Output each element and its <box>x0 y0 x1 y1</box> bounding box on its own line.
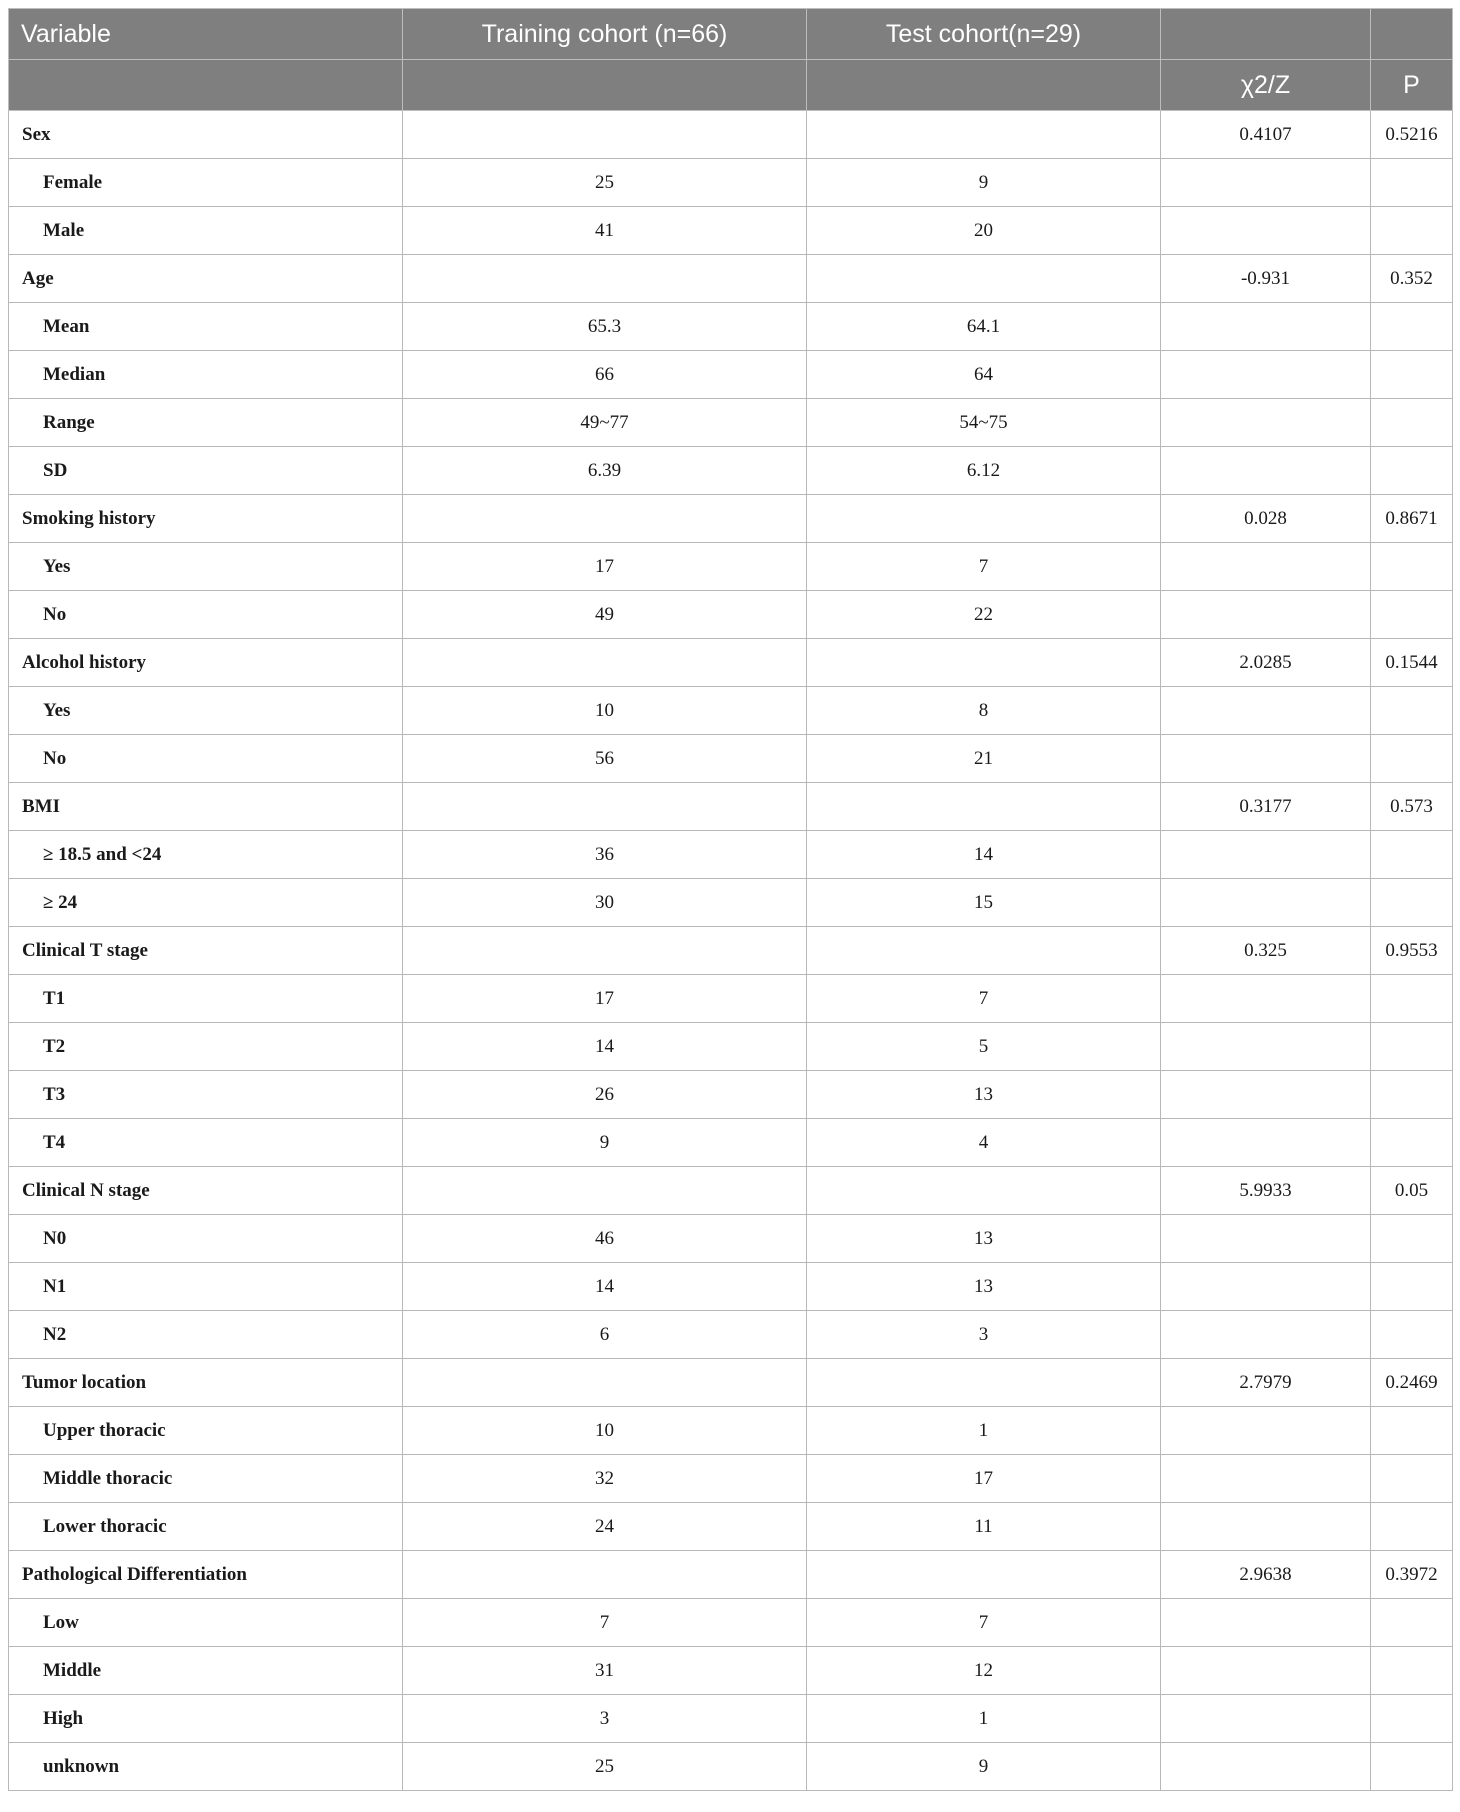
p-value-cell <box>1371 1503 1453 1551</box>
test-cohort-cell: 3 <box>807 1311 1161 1359</box>
statistic-cell <box>1161 1599 1371 1647</box>
test-cohort-cell <box>807 495 1161 543</box>
training-cohort-cell: 65.3 <box>403 303 807 351</box>
test-cohort-cell: 4 <box>807 1119 1161 1167</box>
table-row <box>9 1695 1453 1743</box>
statistic-cell: 0.4107 <box>1161 111 1371 159</box>
test-cohort-cell: 20 <box>807 207 1161 255</box>
test-cohort-cell: 13 <box>807 1071 1161 1119</box>
variable-cell: Low <box>9 1599 403 1647</box>
statistic-cell <box>1161 975 1371 1023</box>
p-value-cell: 0.352 <box>1371 255 1453 303</box>
test-cohort-cell: 64.1 <box>807 303 1161 351</box>
table-row <box>9 351 1453 399</box>
statistic-cell <box>1161 1215 1371 1263</box>
group-row <box>9 1167 1453 1215</box>
test-cohort-cell <box>807 1359 1161 1407</box>
variable-cell: Mean <box>9 303 403 351</box>
variable-cell: Upper thoracic <box>9 1407 403 1455</box>
group-row <box>9 255 1453 303</box>
test-cohort-cell: 9 <box>807 1743 1161 1791</box>
training-cohort-cell: 17 <box>403 543 807 591</box>
training-cohort-cell: 49~77 <box>403 399 807 447</box>
training-cohort-cell: 14 <box>403 1023 807 1071</box>
table-row <box>9 1311 1453 1359</box>
training-cohort-cell: 46 <box>403 1215 807 1263</box>
variable-cell: Male <box>9 207 403 255</box>
test-cohort-cell: 7 <box>807 1599 1161 1647</box>
test-cohort-cell: 13 <box>807 1215 1161 1263</box>
variable-cell: T2 <box>9 1023 403 1071</box>
training-cohort-cell <box>403 1359 807 1407</box>
table-row <box>9 831 1453 879</box>
header-blank-training <box>403 60 807 111</box>
table-row <box>9 1215 1453 1263</box>
variable-cell: Middle <box>9 1647 403 1695</box>
header-row-bottom <box>9 60 1453 111</box>
variable-cell: Age <box>9 255 403 303</box>
statistic-cell <box>1161 1695 1371 1743</box>
table-header <box>9 9 1453 111</box>
table-row <box>9 879 1453 927</box>
test-cohort-cell: 22 <box>807 591 1161 639</box>
test-cohort-cell: 6.12 <box>807 447 1161 495</box>
variable-cell: Median <box>9 351 403 399</box>
p-value-cell <box>1371 975 1453 1023</box>
statistic-cell <box>1161 543 1371 591</box>
p-value-cell <box>1371 399 1453 447</box>
variable-cell: Tumor location <box>9 1359 403 1407</box>
statistic-cell <box>1161 1455 1371 1503</box>
statistic-cell <box>1161 1311 1371 1359</box>
statistic-cell <box>1161 1263 1371 1311</box>
test-cohort-cell: 17 <box>807 1455 1161 1503</box>
table-row <box>9 975 1453 1023</box>
test-cohort-cell: 13 <box>807 1263 1161 1311</box>
test-cohort-cell: 14 <box>807 831 1161 879</box>
table-row <box>9 159 1453 207</box>
training-cohort-cell <box>403 255 807 303</box>
statistic-cell <box>1161 399 1371 447</box>
training-cohort-cell: 26 <box>403 1071 807 1119</box>
table-body <box>9 111 1453 1791</box>
p-value-cell <box>1371 687 1453 735</box>
p-value-cell <box>1371 591 1453 639</box>
table-row <box>9 1407 1453 1455</box>
variable-cell: Clinical N stage <box>9 1167 403 1215</box>
table-row <box>9 1647 1453 1695</box>
statistic-cell <box>1161 447 1371 495</box>
variable-cell: N2 <box>9 1311 403 1359</box>
test-cohort-cell <box>807 111 1161 159</box>
cohort-characteristics-table <box>8 8 1453 1791</box>
header-blank-p <box>1371 9 1453 60</box>
p-value-cell <box>1371 735 1453 783</box>
statistic-cell <box>1161 687 1371 735</box>
header-training-cohort: Training cohort (n=66) <box>403 9 807 60</box>
group-row <box>9 495 1453 543</box>
statistic-cell <box>1161 1743 1371 1791</box>
p-value-cell: 0.5216 <box>1371 111 1453 159</box>
test-cohort-cell: 1 <box>807 1407 1161 1455</box>
training-cohort-cell <box>403 111 807 159</box>
statistic-cell: 5.9933 <box>1161 1167 1371 1215</box>
p-value-cell: 0.05 <box>1371 1167 1453 1215</box>
variable-cell: T4 <box>9 1119 403 1167</box>
training-cohort-cell: 31 <box>403 1647 807 1695</box>
training-cohort-cell: 49 <box>403 591 807 639</box>
statistic-cell <box>1161 1647 1371 1695</box>
training-cohort-cell: 56 <box>403 735 807 783</box>
variable-cell: Female <box>9 159 403 207</box>
test-cohort-cell: 12 <box>807 1647 1161 1695</box>
p-value-cell <box>1371 1743 1453 1791</box>
statistic-cell: 0.028 <box>1161 495 1371 543</box>
training-cohort-cell: 9 <box>403 1119 807 1167</box>
variable-cell: Yes <box>9 543 403 591</box>
p-value-cell <box>1371 1407 1453 1455</box>
header-statistic: χ2/Z <box>1161 60 1371 111</box>
test-cohort-cell: 7 <box>807 543 1161 591</box>
test-cohort-cell: 1 <box>807 1695 1161 1743</box>
p-value-cell: 0.3972 <box>1371 1551 1453 1599</box>
training-cohort-cell: 66 <box>403 351 807 399</box>
variable-cell: N1 <box>9 1263 403 1311</box>
test-cohort-cell: 54~75 <box>807 399 1161 447</box>
statistic-cell: -0.931 <box>1161 255 1371 303</box>
statistic-cell <box>1161 1503 1371 1551</box>
training-cohort-cell: 6 <box>403 1311 807 1359</box>
p-value-cell: 0.8671 <box>1371 495 1453 543</box>
training-cohort-cell <box>403 927 807 975</box>
header-blank-variable <box>9 60 403 111</box>
statistic-cell <box>1161 1407 1371 1455</box>
statistic-cell <box>1161 303 1371 351</box>
training-cohort-cell: 3 <box>403 1695 807 1743</box>
test-cohort-cell <box>807 927 1161 975</box>
variable-cell: Smoking history <box>9 495 403 543</box>
statistic-cell: 2.7979 <box>1161 1359 1371 1407</box>
variable-cell: Alcohol history <box>9 639 403 687</box>
training-cohort-cell: 30 <box>403 879 807 927</box>
training-cohort-cell: 6.39 <box>403 447 807 495</box>
variable-cell: Pathological Differentiation <box>9 1551 403 1599</box>
test-cohort-cell <box>807 639 1161 687</box>
p-value-cell <box>1371 879 1453 927</box>
test-cohort-cell: 21 <box>807 735 1161 783</box>
p-value-cell <box>1371 1311 1453 1359</box>
p-value-cell <box>1371 1023 1453 1071</box>
p-value-cell <box>1371 303 1453 351</box>
training-cohort-cell: 7 <box>403 1599 807 1647</box>
p-value-cell <box>1371 543 1453 591</box>
table-row <box>9 1503 1453 1551</box>
training-cohort-cell: 10 <box>403 1407 807 1455</box>
p-value-cell: 0.9553 <box>1371 927 1453 975</box>
test-cohort-cell <box>807 783 1161 831</box>
header-variable: Variable <box>9 9 403 60</box>
variable-cell: ≥ 24 <box>9 879 403 927</box>
training-cohort-cell: 24 <box>403 1503 807 1551</box>
variable-cell: Clinical T stage <box>9 927 403 975</box>
variable-cell: SD <box>9 447 403 495</box>
table-row <box>9 543 1453 591</box>
header-blank-test <box>807 60 1161 111</box>
table-row <box>9 1023 1453 1071</box>
variable-cell: Lower thoracic <box>9 1503 403 1551</box>
p-value-cell <box>1371 207 1453 255</box>
statistic-cell <box>1161 1023 1371 1071</box>
table-row <box>9 399 1453 447</box>
variable-cell: Sex <box>9 111 403 159</box>
test-cohort-cell: 5 <box>807 1023 1161 1071</box>
table-row <box>9 1455 1453 1503</box>
statistic-cell <box>1161 591 1371 639</box>
test-cohort-cell <box>807 255 1161 303</box>
variable-cell: T3 <box>9 1071 403 1119</box>
group-row <box>9 639 1453 687</box>
test-cohort-cell: 64 <box>807 351 1161 399</box>
statistic-cell <box>1161 207 1371 255</box>
group-row <box>9 783 1453 831</box>
statistic-cell <box>1161 735 1371 783</box>
table-row <box>9 1263 1453 1311</box>
p-value-cell <box>1371 1215 1453 1263</box>
test-cohort-cell <box>807 1551 1161 1599</box>
statistic-cell <box>1161 1071 1371 1119</box>
test-cohort-cell: 9 <box>807 159 1161 207</box>
group-row <box>9 1551 1453 1599</box>
test-cohort-cell: 8 <box>807 687 1161 735</box>
training-cohort-cell: 32 <box>403 1455 807 1503</box>
test-cohort-cell <box>807 1167 1161 1215</box>
p-value-cell <box>1371 1647 1453 1695</box>
header-test-cohort: Test cohort(n=29) <box>807 9 1161 60</box>
variable-cell: No <box>9 735 403 783</box>
test-cohort-cell: 7 <box>807 975 1161 1023</box>
header-p-value: P <box>1371 60 1453 111</box>
p-value-cell <box>1371 1119 1453 1167</box>
variable-cell: unknown <box>9 1743 403 1791</box>
p-value-cell <box>1371 1455 1453 1503</box>
header-blank-stat <box>1161 9 1371 60</box>
variable-cell: No <box>9 591 403 639</box>
training-cohort-cell <box>403 1551 807 1599</box>
statistic-cell <box>1161 879 1371 927</box>
table-row <box>9 447 1453 495</box>
statistic-cell <box>1161 351 1371 399</box>
statistic-cell: 0.325 <box>1161 927 1371 975</box>
group-row <box>9 927 1453 975</box>
training-cohort-cell: 25 <box>403 159 807 207</box>
table-row <box>9 591 1453 639</box>
p-value-cell: 0.1544 <box>1371 639 1453 687</box>
group-row <box>9 1359 1453 1407</box>
table-row <box>9 735 1453 783</box>
variable-cell: High <box>9 1695 403 1743</box>
table-row <box>9 687 1453 735</box>
p-value-cell <box>1371 447 1453 495</box>
variable-cell: BMI <box>9 783 403 831</box>
training-cohort-cell: 17 <box>403 975 807 1023</box>
p-value-cell <box>1371 159 1453 207</box>
statistic-cell <box>1161 1119 1371 1167</box>
statistic-cell: 2.0285 <box>1161 639 1371 687</box>
training-cohort-cell <box>403 495 807 543</box>
p-value-cell: 0.2469 <box>1371 1359 1453 1407</box>
table-row <box>9 1743 1453 1791</box>
training-cohort-cell: 36 <box>403 831 807 879</box>
training-cohort-cell: 14 <box>403 1263 807 1311</box>
training-cohort-cell <box>403 639 807 687</box>
training-cohort-cell: 10 <box>403 687 807 735</box>
statistic-cell: 0.3177 <box>1161 783 1371 831</box>
variable-cell: ≥ 18.5 and <24 <box>9 831 403 879</box>
table-row <box>9 207 1453 255</box>
variable-cell: T1 <box>9 975 403 1023</box>
test-cohort-cell: 11 <box>807 1503 1161 1551</box>
p-value-cell <box>1371 1263 1453 1311</box>
variable-cell: N0 <box>9 1215 403 1263</box>
header-row-top <box>9 9 1453 60</box>
variable-cell: Range <box>9 399 403 447</box>
training-cohort-cell <box>403 1167 807 1215</box>
group-row <box>9 111 1453 159</box>
p-value-cell <box>1371 831 1453 879</box>
statistic-cell <box>1161 159 1371 207</box>
p-value-cell: 0.573 <box>1371 783 1453 831</box>
table-row <box>9 1071 1453 1119</box>
statistic-cell <box>1161 831 1371 879</box>
training-cohort-cell: 25 <box>403 1743 807 1791</box>
p-value-cell <box>1371 1071 1453 1119</box>
table-row <box>9 1599 1453 1647</box>
training-cohort-cell <box>403 783 807 831</box>
table-row <box>9 303 1453 351</box>
p-value-cell <box>1371 1695 1453 1743</box>
table-row <box>9 1119 1453 1167</box>
test-cohort-cell: 15 <box>807 879 1161 927</box>
training-cohort-cell: 41 <box>403 207 807 255</box>
p-value-cell <box>1371 351 1453 399</box>
p-value-cell <box>1371 1599 1453 1647</box>
variable-cell: Middle thoracic <box>9 1455 403 1503</box>
statistic-cell: 2.9638 <box>1161 1551 1371 1599</box>
variable-cell: Yes <box>9 687 403 735</box>
